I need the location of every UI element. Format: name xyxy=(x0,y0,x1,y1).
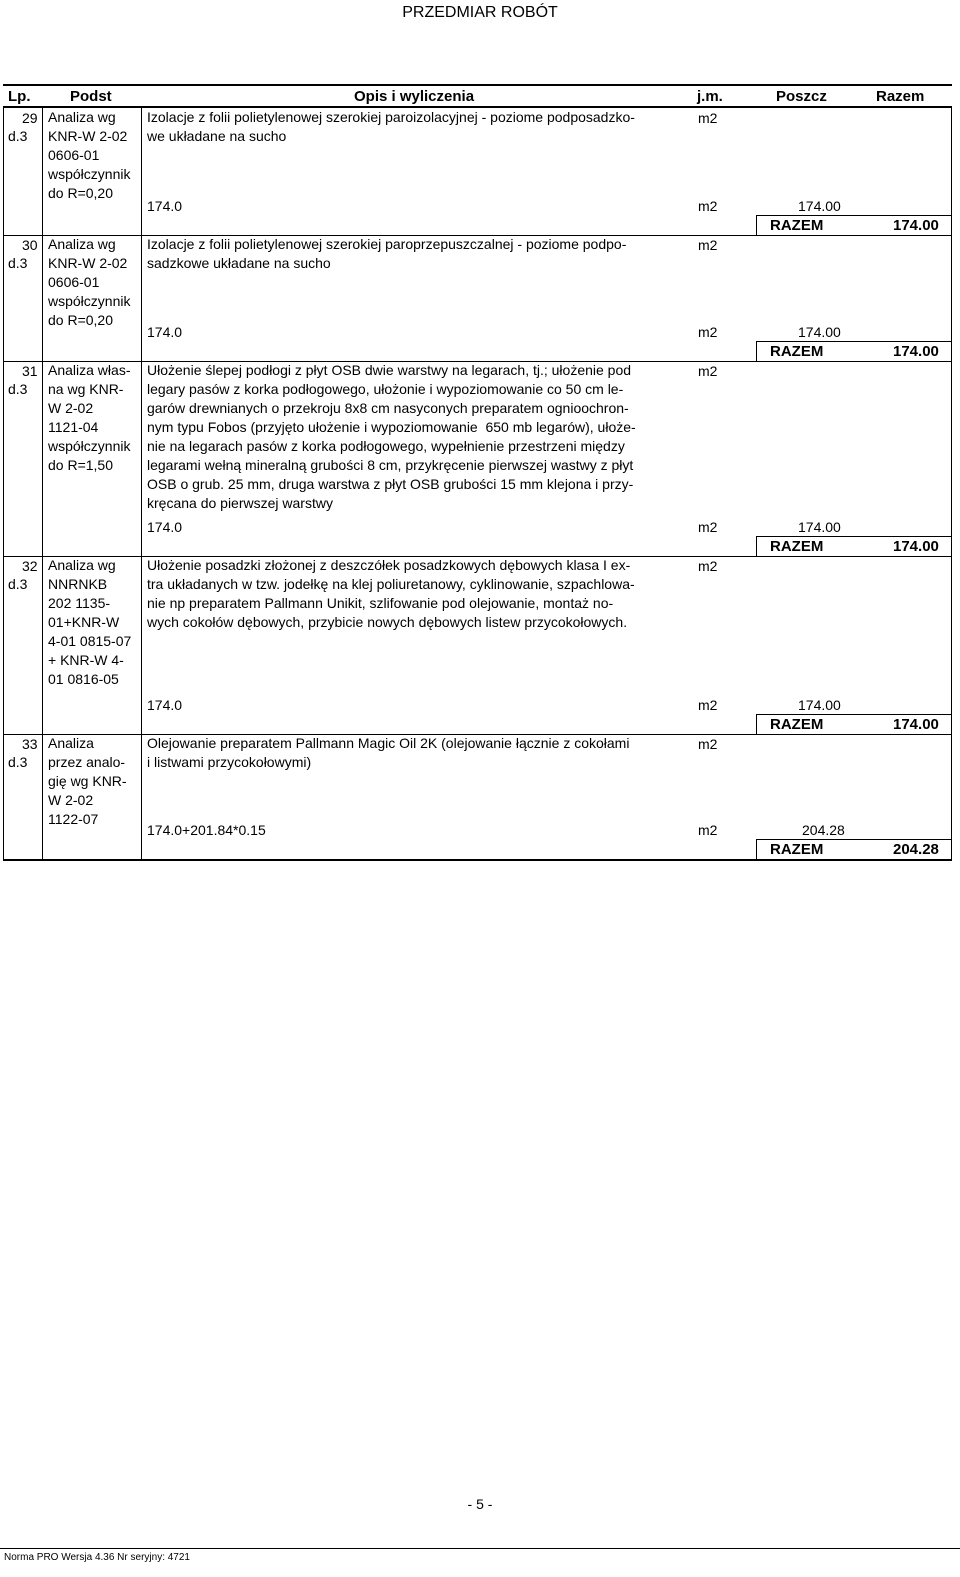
row-unit: m2 xyxy=(698,237,718,253)
row-podst: Analiza włas- na wg KNR- W 2-02 1121-04 współczynnik do R=1,50 xyxy=(48,362,131,473)
row-calc-unit: m2 xyxy=(698,324,718,340)
razem-box-top xyxy=(756,215,952,216)
row-razem-value: 174.00 xyxy=(893,538,939,555)
footer-note: Norma PRO Wersja 4.36 Nr seryjny: 4721 xyxy=(4,1552,190,1563)
footer-divider xyxy=(0,1548,960,1549)
row-podst: Analiza wg KNR-W 2-02 0606-01 współczynnik do R=0,20 xyxy=(48,236,131,328)
razem-box-left xyxy=(756,536,757,556)
row-sub: d.3 xyxy=(8,381,28,397)
row-sub: d.3 xyxy=(8,128,28,144)
row-description: Olejowanie preparatem Pallmann Magic Oil 2K (olejowanie łącznie z cokołami i listwami przycokołowymi) xyxy=(147,735,630,770)
razem-box-left xyxy=(756,839,757,859)
row-lp: 29 xyxy=(22,110,38,126)
row-calc-value: 174.00 xyxy=(798,697,841,713)
row-sub: d.3 xyxy=(8,255,28,271)
row-lp: 31 xyxy=(22,363,38,379)
header-opis: Opis i wyliczenia xyxy=(354,88,475,105)
razem-box-left xyxy=(756,714,757,734)
razem-box-top xyxy=(756,341,952,342)
row-description: Ułożenie posadzki złożonej z deszczółek posadzkowych dębowych klasa I ex- tra układanych w tzw. jodełkę na klej poliuretanowy, cyklinowanie, szpachlowa- nie np preparatem Pallmann Unikit, szlifowanie pod olejowanie, montaż no- wych cokołów dębowych, przybicie nowych dębowych listew przycokołowych. xyxy=(147,557,635,630)
col-divider-podst xyxy=(141,106,142,859)
row-calc-unit: m2 xyxy=(698,198,718,214)
row-lp: 32 xyxy=(22,558,38,574)
header-podst: Podst xyxy=(70,88,112,105)
row-razem-label: RAZEM xyxy=(770,716,824,733)
row-podst: Analiza wg NNRNKB 202 1135- 01+KNR-W 4-01 0815-07 + KNR-W 4- 01 0816-05 xyxy=(48,557,132,687)
col-divider-lp xyxy=(42,106,43,859)
header-lp: Lp. xyxy=(8,88,31,105)
row-podst: Analiza wg KNR-W 2-02 0606-01 współczynnik do R=0,20 xyxy=(48,109,131,201)
row-calc-value: 174.00 xyxy=(798,324,841,340)
header-jm: j.m. xyxy=(697,88,723,105)
razem-box-top xyxy=(756,536,952,537)
header-poszcz: Poszcz xyxy=(776,88,827,105)
table-left-border xyxy=(3,106,4,859)
row-description: Izolacje z folii polietylenowej szerokiej paroizolacyjnej - poziome podposadzko- we układane na sucho xyxy=(147,109,635,144)
razem-box-top xyxy=(756,714,952,715)
row-calc: 174.0+201.84*0.15 xyxy=(147,822,266,838)
row-calc-unit: m2 xyxy=(698,519,718,535)
row-razem-value: 204.28 xyxy=(893,841,939,858)
row-unit: m2 xyxy=(698,736,718,752)
row-razem-label: RAZEM xyxy=(770,538,824,555)
row-unit: m2 xyxy=(698,363,718,379)
razem-box-left xyxy=(756,215,757,235)
row-lp: 30 xyxy=(22,237,38,253)
row-calc: 174.0 xyxy=(147,519,183,535)
row-calc: 174.0 xyxy=(147,198,183,214)
row-sub: d.3 xyxy=(8,576,28,592)
row-razem-label: RAZEM xyxy=(770,217,824,234)
row-description: Ułożenie ślepej podłogi z płyt OSB dwie warstwy na legarach, tj.; ułożenie pod legary pasów z korka podłogowego, ułożonie i wypoziomowanie co 50 cm le- garów drewnianych o przekroju 8x8 cm nasyconych preparatem ognioochron- nym typu Fobos (przyjęto ułożenie i wypoziomowanie 650 mb legarów), ułoże- nie na legarach pasów z korka podłogowego, wypełnienie przestrzeni między legarami wełną mineralną grubości 8 cm, przykręcenie pierwszej wastwy z płyt OSB o grub. 25 mm, druga warstwa z płyt OSB grubości 15 mm klejona i przy- kręcana do pierwszej warstwy xyxy=(147,362,636,511)
row-unit: m2 xyxy=(698,110,718,126)
row-unit: m2 xyxy=(698,558,718,574)
row-razem-label: RAZEM xyxy=(770,343,824,360)
razem-box-left xyxy=(756,341,757,361)
row-podst: Analiza przez analo- gię wg KNR- W 2-02 1122-07 xyxy=(48,735,127,827)
row-calc-value: 204.28 xyxy=(802,822,845,838)
row-razem-value: 174.00 xyxy=(893,343,939,360)
row-calc-value: 174.00 xyxy=(798,519,841,535)
row-description: Izolacje z folii polietylenowej szerokiej paroprzepuszczalnej - poziome podpo- sadzkowe układane na sucho xyxy=(147,236,627,271)
row-lp: 33 xyxy=(22,736,38,752)
row-razem-value: 174.00 xyxy=(893,217,939,234)
row-calc: 174.0 xyxy=(147,697,183,713)
table-top-border xyxy=(3,84,952,86)
row-calc-unit: m2 xyxy=(698,822,718,838)
row-sub: d.3 xyxy=(8,754,28,770)
page-number: - 5 - xyxy=(467,1496,493,1512)
row-calc-value: 174.00 xyxy=(798,198,841,214)
row-calc-unit: m2 xyxy=(698,697,718,713)
table-right-border xyxy=(951,106,952,859)
row-razem-label: RAZEM xyxy=(770,841,824,858)
header-razem: Razem xyxy=(876,88,925,105)
row-calc: 174.0 xyxy=(147,324,183,340)
row-razem-value: 174.00 xyxy=(893,716,939,733)
table-bottom-border xyxy=(3,859,952,861)
razem-box-top xyxy=(756,839,952,840)
page-title: PRZEDMIAR ROBÓT xyxy=(402,4,558,21)
